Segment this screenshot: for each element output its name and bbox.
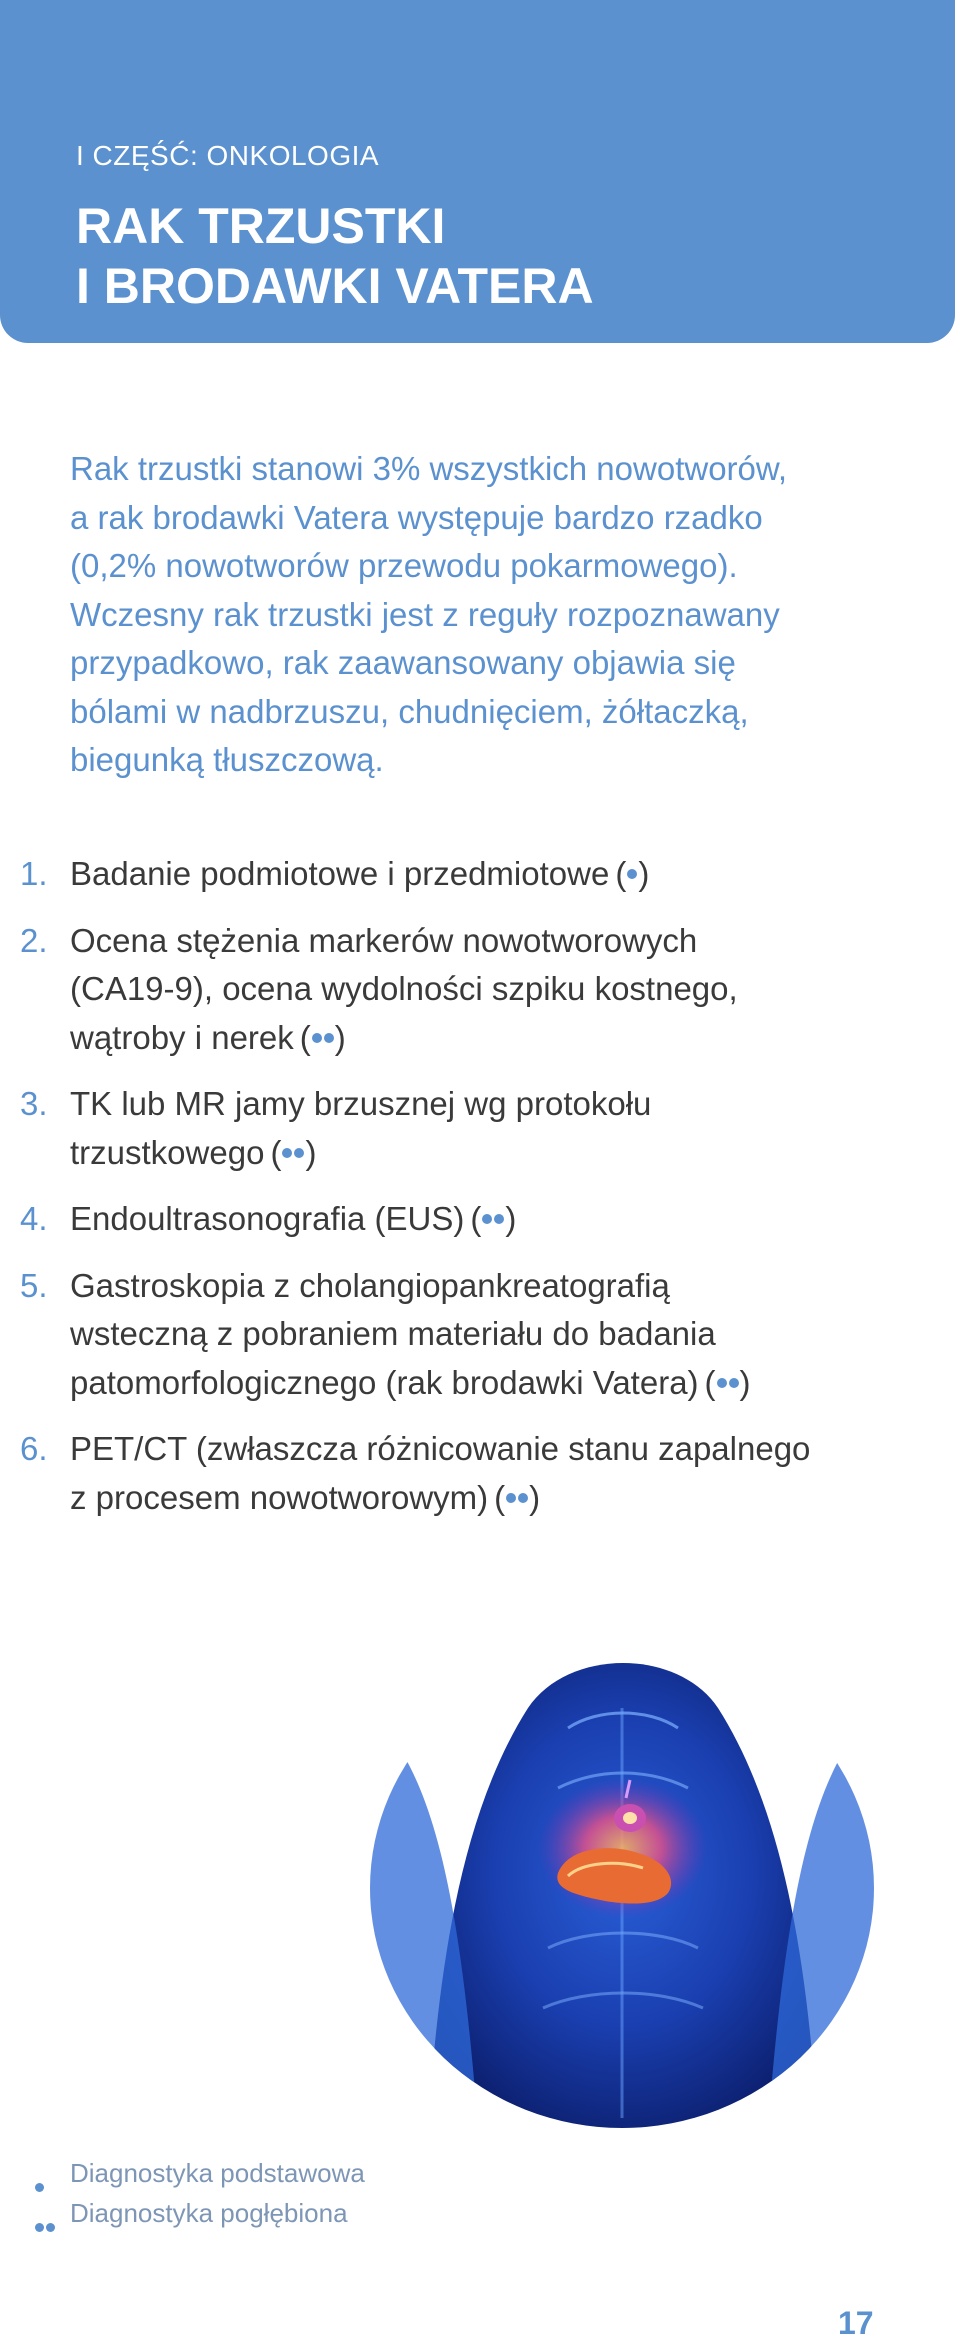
intro-paragraph [70,445,890,785]
legend-label: Diagnostyka podstawowa [70,2158,365,2188]
list-item-text: patomorfologicznego (rak brodawki Vatera) [70,1363,699,1401]
list-item-number: 3. [20,1085,48,1122]
intro-line: Wczesny rak trzustki jest z reguły rozpoznawany [70,595,780,633]
legend-label: Diagnostyka pogłębiona [70,2198,348,2228]
intro-line: (0,2% nowotworów przewodu pokarmowego). [70,547,738,584]
double-dot-icon: ( ) [704,1363,751,1401]
list-item-number: 6. [20,1430,48,1467]
list-item-text: Endoultrasonografia (EUS) [70,1200,465,1237]
double-dot-icon: ( ) [470,1200,517,1237]
page-title-line: I BRODAWKI VATERA [76,258,594,314]
list-item-text: trzustkowego [70,1133,265,1171]
section-label: I CZĘŚĆ: ONKOLOGIA [76,140,380,171]
single-dot-icon: ( ) [615,855,650,892]
page-number: 17 [838,2305,874,2341]
intro-line: a rak brodawki Vatera występuje bardzo rzadko [70,498,763,536]
list-item-text: Ocena stężenia markerów nowotworowych [70,921,698,959]
double-dot-icon: ( ) [270,1133,317,1171]
legend-item-advanced [0,2198,960,2238]
list-item-text: Gastroskopia z cholangiopankreatografią [70,1266,670,1304]
list-item-text: wątroby i nerek [70,1018,294,1056]
legend-item-basic [0,2158,960,2198]
list-item-text: Badanie podmiotowe i przedmiotowe [70,855,610,892]
list-item-number: 2. [20,921,48,959]
list-item-text: wsteczną z pobraniem materiału do badania [70,1315,716,1352]
pancreas-illustration [368,1648,876,2128]
page-title [76,196,594,316]
intro-line: Rak trzustki stanowi 3% wszystkich nowotworów, [70,450,788,487]
double-dot-icon [34,2210,74,2241]
page-title-line: RAK TRZUSTKI [76,198,446,254]
list-item-number: 5. [20,1266,48,1304]
list-item-text: TK lub MR jamy brzusznej wg protokołu [70,1085,652,1122]
list-item-text: PET/CT (zwłaszcza różnicowanie stanu zapalnego [70,1430,811,1467]
intro-line: biegunką tłuszczową. [70,741,384,778]
single-dot-icon [34,2170,74,2201]
double-dot-icon: ( ) [299,1018,346,1056]
intro-line: przypadkowo, rak zaawansowany objawia się [70,644,736,681]
header-banner [0,0,955,343]
list-item-number: 1. [20,855,48,892]
intro-line: bólami w nadbrzuszu, chudnięciem, żółtaczką, [70,692,749,730]
list-item-text: (CA19-9), ocena wydolności szpiku kostnego, [70,970,738,1007]
double-dot-icon: ( ) [494,1478,541,1516]
list-item-number: 4. [20,1200,48,1237]
list-item-text: z procesem nowotworowym) [70,1478,489,1516]
